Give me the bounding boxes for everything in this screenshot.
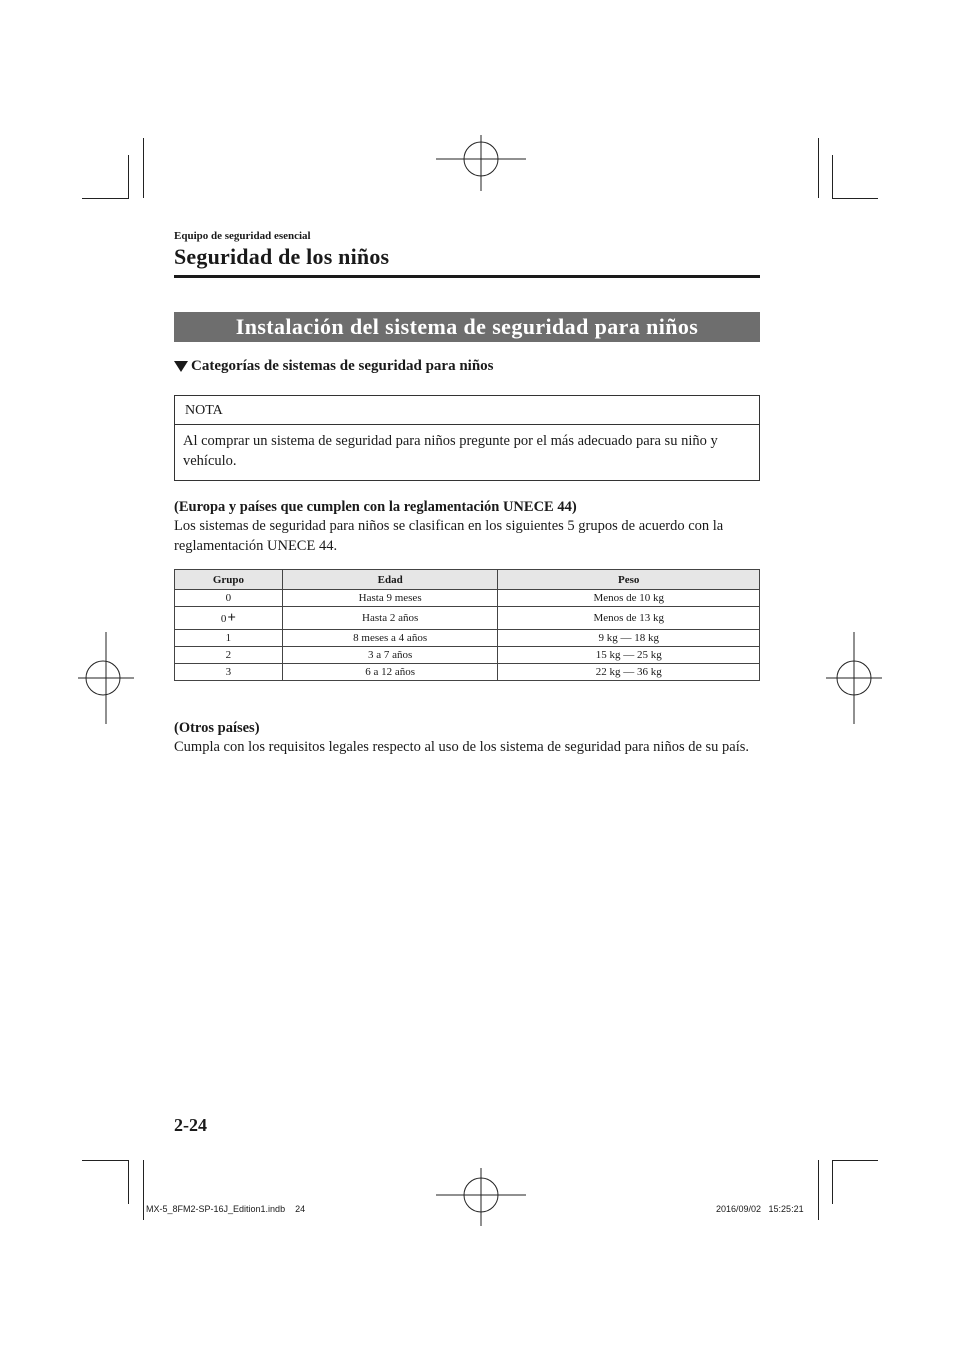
table-header-row — [175, 570, 760, 590]
cell-edad: 8 meses a 4 años — [282, 630, 498, 647]
europe-text: Los sistemas de seguridad para niños se clasifican en los siguientes 5 grupos de acuerdo con la reglamentación UNECE 44. — [174, 518, 724, 554]
cell-grupo-value: 0 — [220, 612, 227, 625]
cell-grupo: 3 — [175, 664, 283, 681]
cell-grupo: 0 — [175, 590, 283, 607]
subheading-text: Categorías de sistemas de seguridad para niños — [191, 358, 494, 374]
plus-icon: + — [227, 609, 236, 626]
registration-mark-left — [78, 632, 134, 724]
note-title: NOTA — [185, 403, 223, 418]
table-row — [175, 664, 760, 681]
title-divider — [174, 275, 760, 278]
note-text: Al comprar un sistema de seguridad para niños pregunte por el más adecuado para su niño y vehículo. — [183, 433, 718, 469]
topic-banner: Instalación del sistema de seguridad para niños — [174, 312, 760, 342]
cell-peso: 22 kg — 36 kg — [498, 664, 760, 681]
cell-peso: 9 kg — 18 kg — [498, 630, 760, 647]
cell-grupo: 2 — [175, 647, 283, 664]
page-title: Seguridad de los niños — [174, 244, 390, 269]
section-label: Equipo de seguridad esencial — [174, 230, 311, 242]
subheading — [174, 358, 494, 375]
other-text: Cumpla con los requisitos legales respecto al uso de los sistema de seguridad para niños de su país. — [174, 739, 750, 755]
registration-mark-right — [826, 632, 882, 724]
footer-filename: MX-5_8FM2-SP-16J_Edition1.indb 24 — [146, 1204, 306, 1214]
registration-mark-bottom — [436, 1168, 526, 1226]
registration-mark-top — [436, 135, 526, 191]
cell-edad: Hasta 2 años — [282, 607, 498, 630]
triangle-down-icon — [174, 361, 188, 372]
cell-grupo — [175, 607, 283, 630]
table-row — [175, 647, 760, 664]
note-divider — [175, 424, 759, 425]
table-row — [175, 630, 760, 647]
header-edad: Edad — [282, 570, 498, 590]
cell-peso: Menos de 10 kg — [498, 590, 760, 607]
table-row — [175, 590, 760, 607]
europe-heading: (Europa y países que cumplen con la reglamentación UNECE 44) — [174, 499, 577, 515]
footer-timestamp: 2016/09/02 15:25:21 — [716, 1204, 804, 1214]
cell-peso: Menos de 13 kg — [498, 607, 760, 630]
header-grupo: Grupo — [175, 570, 283, 590]
cell-grupo: 1 — [175, 630, 283, 647]
page-number: 2-24 — [174, 1115, 207, 1135]
groups-table — [174, 569, 760, 681]
other-heading: (Otros países) — [174, 720, 260, 736]
cell-edad: 3 a 7 años — [282, 647, 498, 664]
note-box — [174, 395, 760, 481]
cell-edad: Hasta 9 meses — [282, 590, 498, 607]
header-peso: Peso — [498, 570, 760, 590]
cell-edad: 6 a 12 años — [282, 664, 498, 681]
cell-peso: 15 kg — 25 kg — [498, 647, 760, 664]
table-row — [175, 607, 760, 630]
